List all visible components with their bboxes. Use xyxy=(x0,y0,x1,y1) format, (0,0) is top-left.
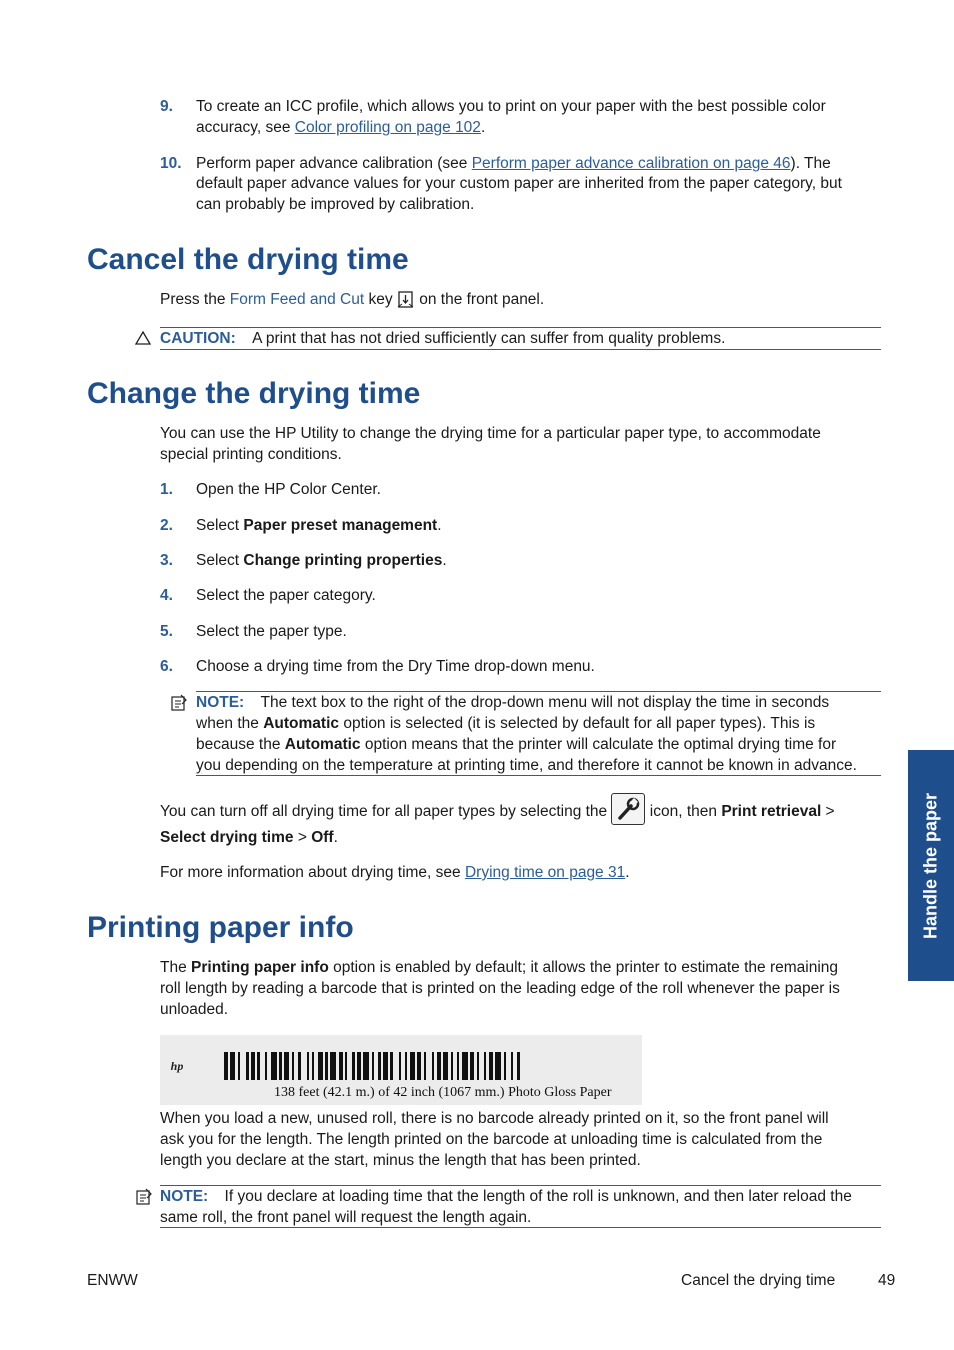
step-text: Select the paper type. xyxy=(196,623,347,640)
step-text: Perform paper advance calibration (see Perform paper advance calibration on page 46). The xyxy=(196,155,831,172)
barcode-image xyxy=(160,1035,642,1105)
chapter-side-tab: Handle the paper xyxy=(908,750,954,981)
step-number: 2. xyxy=(160,517,173,534)
step-text: Choose a drying time from the Dry Time drop-down menu. xyxy=(196,658,595,675)
note-bottom-rule xyxy=(196,775,881,776)
step-number: 3. xyxy=(160,552,173,569)
step-text: Open the HP Color Center. xyxy=(196,481,381,498)
step-text: default paper advance values for your custom paper are inherited from the paper category, but xyxy=(196,175,842,192)
caution-box: CAUTION: A print that has not dried sufficiently can suffer from quality problems. xyxy=(160,330,726,347)
footer-page-number: 49 xyxy=(878,1272,896,1289)
step-text: Select Change printing properties. xyxy=(196,552,447,569)
caution-triangle-icon xyxy=(135,331,151,345)
heading-printing-paper-info: Printing paper info xyxy=(87,911,354,944)
link-paper-advance-calibration[interactable]: Perform paper advance calibration on page 46 xyxy=(471,155,791,172)
paragraph: ask you for the length. The length printed on the barcode at unloading time is calculated from the xyxy=(160,1131,823,1148)
form-feed-cut-key-icon xyxy=(397,290,415,310)
paragraph: You can use the HP Utility to change the drying time for a particular paper type, to accommodate xyxy=(160,425,821,442)
step-text: To create an ICC profile, which allows you to print on your paper with the best possible color xyxy=(196,98,826,115)
barcode-bar xyxy=(520,1052,522,1080)
step-number: 1. xyxy=(160,481,173,498)
step-number: 5. xyxy=(160,623,173,640)
step-number: 10. xyxy=(160,155,182,172)
caution-bottom-rule xyxy=(160,349,881,350)
heading-cancel-drying-time: Cancel the drying time xyxy=(87,243,409,276)
step-number: 6. xyxy=(160,658,173,675)
barcode-caption: 138 feet (42.1 m.) of 42 inch (1067 mm.) Photo Gloss Paper xyxy=(274,1085,612,1100)
barcode-bars xyxy=(224,1052,638,1080)
paragraph: The Printing paper info option is enabled by default; it allows the printer to estimate the remaining xyxy=(160,959,839,976)
form-feed-cut-ref: Form Feed and Cut xyxy=(229,291,365,308)
heading-change-drying-time: Change the drying time xyxy=(87,377,421,410)
step-text: can probably be improved by calibration. xyxy=(196,196,475,213)
note-text: you depending on the temperature at printing time, and therefore it cannot be known in advance. xyxy=(196,757,857,774)
step-text: Select the paper category. xyxy=(196,587,376,604)
paragraph: Press the Form Feed and Cut key on the front panel. xyxy=(160,291,545,308)
wrench-icon xyxy=(611,793,645,825)
note-text: because the Automatic option means that the printer will calculate the optimal drying time for xyxy=(196,736,837,753)
step-number: 9. xyxy=(160,98,173,115)
step-text: Select Paper preset management. xyxy=(196,517,442,534)
paragraph: special printing conditions. xyxy=(160,446,342,463)
note-text: NOTE: If you declare at loading time that the length of the roll is unknown, and then later reload the xyxy=(160,1188,852,1205)
link-color-profiling[interactable]: Color profiling on page 102 xyxy=(294,119,481,136)
note-text: NOTE: The text box to the right of the drop-down menu will not display the time in seconds xyxy=(196,694,830,711)
hp-logo: hp xyxy=(170,1059,184,1073)
paragraph: For more information about drying time, see Drying time on page 31. xyxy=(160,864,630,881)
note-text: same roll, the front panel will request the length again. xyxy=(160,1209,532,1226)
note-icon xyxy=(170,694,188,712)
note-bottom-rule xyxy=(160,1227,881,1228)
footer-left: ENWW xyxy=(87,1272,138,1289)
link-drying-time[interactable]: Drying time on page 31 xyxy=(464,864,626,881)
paragraph: length you declare at the start, minus the length that has been printed. xyxy=(160,1152,641,1169)
paragraph: Select drying time > Off. xyxy=(160,829,338,846)
paragraph: When you load a new, unused roll, there is no barcode already printed on it, so the front panel will xyxy=(160,1110,829,1127)
step-text: accuracy, see Color profiling on page 102. xyxy=(196,119,486,136)
footer-section: Cancel the drying time xyxy=(681,1272,836,1289)
note-text: when the Automatic option is selected (it is selected by default for all paper types). This is xyxy=(196,715,816,732)
paragraph: You can turn off all drying time for all paper types by selecting the icon, then Print retrieval > xyxy=(160,796,835,828)
step-number: 4. xyxy=(160,587,173,604)
paragraph: roll length by reading a barcode that is printed on the leading edge of the roll whenever the paper is xyxy=(160,980,840,997)
paragraph: unloaded. xyxy=(160,1001,229,1018)
note-icon xyxy=(135,1188,153,1206)
